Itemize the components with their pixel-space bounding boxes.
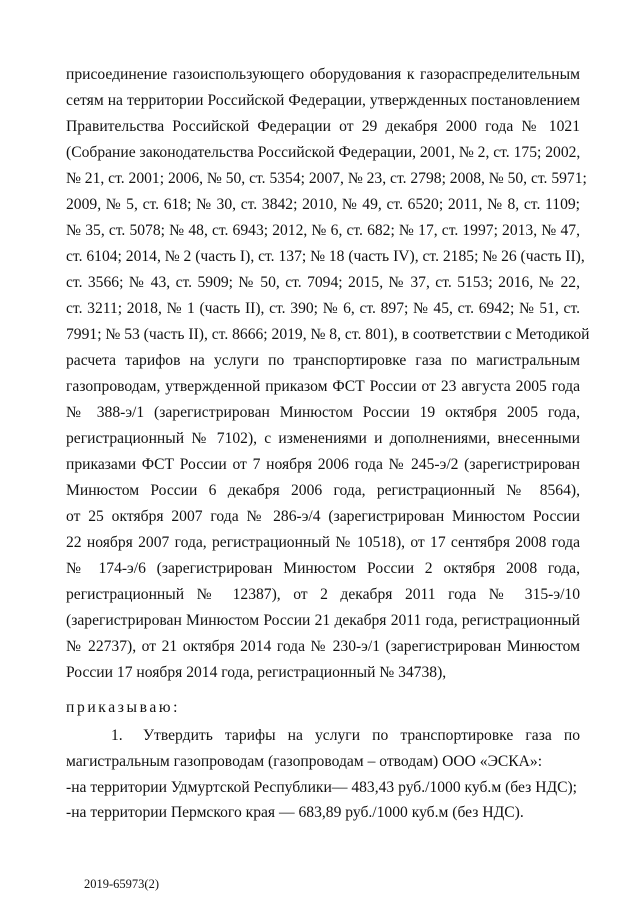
tariff-line-udmurtia: -на территории Удмуртской Республики— 483,43 руб./1000 куб.м (без НДС); bbox=[66, 779, 578, 796]
preamble-line: ст. 6104; 2014, № 2 (часть I), ст. 137; № 18 (часть IV), ст. 2185; № 26 (часть II), bbox=[66, 248, 585, 265]
preamble-line: 7991; № 53 (часть II), ст. 8666; 2019, № 8, ст. 801), в соответствии с Методикой bbox=[66, 326, 590, 343]
tariff-line-perm: -на территории Пермского края — 683,89 руб./1000 куб.м (без НДС). bbox=[66, 804, 524, 821]
preamble-line: 2009, № 5, ст. 618; № 30, ст. 3842; 2010, № 49, ст. 6520; 2011, № 8, ст. 1109; bbox=[66, 196, 580, 213]
preamble-line: (зарегистрирован Минюстом России 21 декабря 2011 года, регистрационный bbox=[66, 612, 580, 629]
item-text-line: магистральным газопроводам (газопроводам – отводам) ООО «ЭСКА»: bbox=[66, 753, 543, 770]
preamble-line: № 388-э/1 (зарегистрирован Минюстом России 19 октября 2005 года, bbox=[66, 404, 580, 421]
preamble-line: № 21, ст. 2001; 2006, № 50, ст. 5354; 2007, № 23, ст. 2798; 2008, № 50, ст. 5971; bbox=[66, 170, 587, 187]
preamble-line: Правительства Российской Федерации от 29 декабря 2000 года № 1021 bbox=[66, 118, 580, 135]
preamble-line: регистрационный № 7102), с изменениями и дополнениями, внесенными bbox=[66, 430, 580, 447]
preamble-line: приказами ФСТ России от 7 ноября 2006 года № 245-э/2 (зарегистрирован bbox=[66, 456, 580, 473]
preamble-line: (Собрание законодательства Российской Федерации, 2001, № 2, ст. 175; 2002, bbox=[66, 144, 581, 161]
preamble-line: № 35, ст. 5078; № 48, ст. 6943; 2012, № 6, ст. 682; № 17, ст. 1997; 2013, № 47, bbox=[66, 222, 580, 239]
order-word: приказываю: bbox=[66, 699, 181, 716]
item-text-line: Утвердить тарифы на услуги по транспортировке газа по bbox=[143, 727, 580, 744]
preamble-line: присоединение газоиспользующего оборудования к газораспределительным bbox=[66, 66, 580, 83]
preamble-line: от 25 октября 2007 года № 286-э/4 (зарегистрирован Минюстом России bbox=[66, 508, 580, 525]
preamble-line: Минюстом России 6 декабря 2006 года, регистрационный № 8564), bbox=[66, 482, 580, 499]
preamble-line: расчета тарифов на услуги по транспортировке газа по магистральным bbox=[66, 352, 580, 369]
preamble-line: ст. 3566; № 43, ст. 5909; № 50, ст. 7094; 2015, № 37, ст. 5153; 2016, № 22, bbox=[66, 274, 580, 291]
document-code: 2019-65973(2) bbox=[84, 877, 159, 891]
preamble-line: ст. 3211; 2018, № 1 (часть II), ст. 390; № 6, ст. 897; № 45, ст. 6942; № 51, ст. bbox=[66, 300, 580, 317]
preamble-line: России 17 ноября 2014 года, регистрационный № 34738), bbox=[66, 664, 447, 681]
item-number: 1. bbox=[111, 727, 123, 744]
preamble-line: газопроводам, утвержденной приказом ФСТ России от 23 августа 2005 года bbox=[66, 378, 580, 395]
preamble-line: № 22737), от 21 октября 2014 года № 230-э/1 (зарегистрирован Минюстом bbox=[66, 638, 580, 655]
preamble-line: сетям на территории Российской Федерации, утвержденных постановлением bbox=[66, 92, 580, 109]
preamble-line: 22 ноября 2007 года, регистрационный № 10518), от 17 сентября 2008 года bbox=[66, 534, 580, 551]
preamble-line: № 174-э/6 (зарегистрирован Минюстом России 2 октября 2008 года, bbox=[66, 560, 580, 577]
preamble-line: регистрационный № 12387), от 2 декабря 2011 года № 315-э/10 bbox=[66, 586, 580, 603]
